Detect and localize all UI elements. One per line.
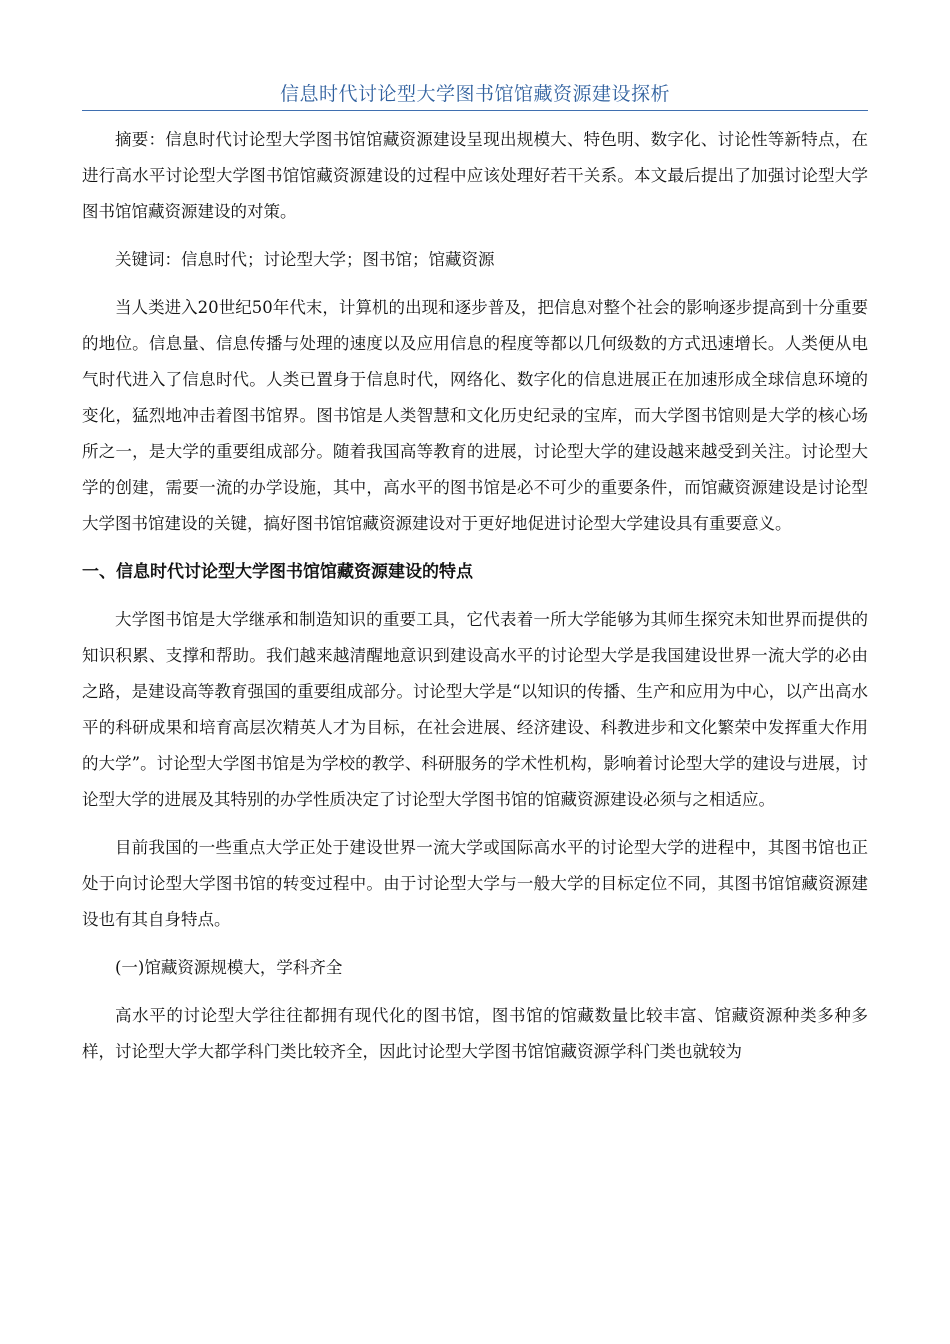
intro-paragraph: 当人类进入20世纪50年代末，计算机的出现和逐步普及，把信息对整个社会的影响逐步提高到十分重要的地位。信息量、信息传播与处理的速度以及应用信息的程度等都以几何级数的方式迅速增长。人类便从电气时代进入了信息时代。人类已置身于信息时代，网络化、数字化的信息进展正在加速形成全球信息环境的变化，猛烈地冲击着图书馆界。图书馆是人类智慧和文化历史纪录的宝库，而大学图书馆则是大学的核心场所之一，是大学的重要组成部分。随着我国高等教育的进展，讨论型大学的建设越来越受到关注。讨论型大学的创建，需要一流的办学设施，其中，高水平的图书馆是必不可少的重要条件，而馆藏资源建设是讨论型大学图书馆建设的关键，搞好图书馆馆藏资源建设对于更好地促进讨论型大学建设具有重要意义。 xyxy=(82,298,868,533)
abstract-paragraph: 摘要：信息时代讨论型大学图书馆馆藏资源建设呈现出规模大、特色明、数字化、讨论性等新特点，在进行高水平讨论型大学图书馆馆藏资源建设的过程中应该处理好若干关系。本文最后提出了加强讨论型大学图书馆馆藏资源建设的对策。 xyxy=(82,130,868,221)
section1-paragraph-2: 目前我国的一些重点大学正处于建设世界一流大学或国际高水平的讨论型大学的进程中，其图书馆也正处于向讨论型大学图书馆的转变过程中。由于讨论型大学与一般大学的目标定位不同，其图书馆馆藏资源建设也有其自身特点。 xyxy=(82,838,868,929)
section1-paragraph-1: 大学图书馆是大学继承和制造知识的重要工具，它代表着一所大学能够为其师生探究未知世界而提供的知识积累、支撑和帮助。我们越来越清醒地意识到建设高水平的讨论型大学是我国建设世界一流大学的必由之路，是建设高等教育强国的重要组成部分。讨论型大学是“以知识的传播、生产和应用为中心，以产出高水平的科研成果和培育高层次精英人才为目标，在社会进展、经济建设、科教进步和文化繁荣中发挥重大作用的大学”。讨论型大学图书馆是为学校的教学、科研服务的学术性机构，影响着讨论型大学的建设与进展，讨论型大学的进展及其特别的办学性质决定了讨论型大学图书馆的馆藏资源建设必须与之相适应。 xyxy=(82,610,868,809)
section-heading-1: 一、信息时代讨论型大学图书馆馆藏资源建设的特点 xyxy=(82,562,473,582)
title-bar xyxy=(82,80,868,111)
keywords-line: 关键词：信息时代；讨论型大学；图书馆；馆藏资源 xyxy=(115,250,495,269)
subsection1-paragraph: 高水平的讨论型大学往往都拥有现代化的图书馆，图书馆的馆藏数量比较丰富、馆藏资源种类多种多样，讨论型大学大都学科门类比较齐全，因此讨论型大学图书馆馆藏资源学科门类也就较为 xyxy=(82,1006,868,1061)
subsection-heading-1: (一)馆藏资源规模大，学科齐全 xyxy=(115,958,343,977)
document-body xyxy=(82,122,868,1070)
document-title: 信息时代讨论型大学图书馆馆藏资源建设探析 xyxy=(279,83,670,105)
